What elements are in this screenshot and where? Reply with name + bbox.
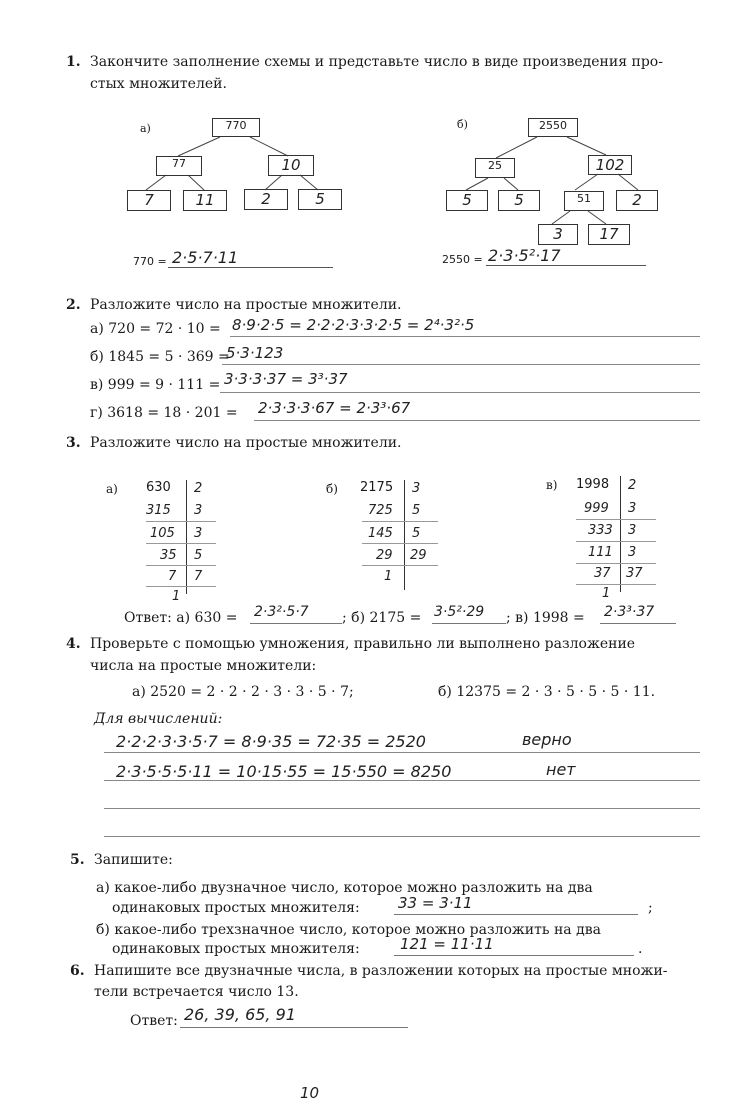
task5-number: 5. bbox=[70, 852, 85, 868]
task5-b-end: . bbox=[638, 941, 643, 957]
task3-b-left-2[interactable]: 145 bbox=[368, 526, 393, 541]
task3-a-right-3[interactable]: 5 bbox=[194, 548, 203, 563]
task3-a-left-4[interactable]: 7 bbox=[168, 569, 177, 584]
task3-a-right-2[interactable]: 3 bbox=[194, 526, 203, 541]
task3-b-rule bbox=[362, 543, 438, 544]
task3-answer-c[interactable]: 2·3³·37 bbox=[604, 604, 655, 620]
tree-b-leaf-2[interactable]: 2 bbox=[616, 190, 658, 211]
task3-a-rule bbox=[146, 565, 216, 566]
task3-c-left-0: 1998 bbox=[576, 477, 610, 492]
task4-calc-rule-2 bbox=[104, 780, 700, 781]
task3-b-left-4[interactable]: 1 bbox=[384, 569, 393, 584]
task5-b-line bbox=[394, 955, 634, 956]
task4-calc-line1[interactable]: 2·2·2·3·3·5·7 = 8·9·35 = 72·35 = 2520 bbox=[116, 732, 426, 751]
tree-a-node-10[interactable]: 10 bbox=[268, 155, 314, 176]
task3-answer-a-line bbox=[250, 623, 342, 624]
tree-b-equation-prefix: 2550 = bbox=[442, 253, 483, 266]
task3-b-divider bbox=[404, 480, 405, 590]
task5-a-line bbox=[394, 914, 638, 915]
task4-expression-a: а) 2520 = 2 · 2 · 2 · 3 · 3 · 5 · 7; bbox=[132, 684, 354, 700]
task3-a-right-1[interactable]: 3 bbox=[194, 503, 203, 518]
task3-a-left-1[interactable]: 315 bbox=[146, 503, 171, 518]
task2-row-b-printed: б) 1845 = 5 · 369 = bbox=[90, 349, 230, 365]
task4-number: 4. bbox=[66, 636, 81, 652]
tree-b-leaf-5a[interactable]: 5 bbox=[446, 190, 488, 211]
task3-c-rule bbox=[576, 584, 656, 585]
task3-answer-a[interactable]: 2·3²·5·7 bbox=[254, 604, 309, 620]
task3-b-right-1[interactable]: 5 bbox=[412, 503, 421, 518]
task3-c-left-1[interactable]: 999 bbox=[584, 501, 609, 516]
task3-b-right-2[interactable]: 5 bbox=[412, 526, 421, 541]
task3-b-left-1[interactable]: 725 bbox=[368, 503, 393, 518]
task3-a-right-0[interactable]: 2 bbox=[194, 481, 203, 496]
task3-a-label: а) bbox=[106, 482, 118, 496]
tree-a-leaf-5[interactable]: 5 bbox=[298, 189, 342, 210]
tree-b-answer-line bbox=[486, 265, 646, 266]
task3-answer-b-line bbox=[432, 623, 506, 624]
tree-b-leaf-5b[interactable]: 5 bbox=[498, 190, 540, 211]
task2-row-b-line bbox=[222, 364, 700, 365]
task5-a-line1: а) какое-либо двузначное число, которое можно разложить на два bbox=[96, 880, 593, 896]
task3-answer-c-label: ; в) 1998 = bbox=[506, 610, 585, 626]
task4-verdict2[interactable]: нет bbox=[546, 760, 576, 779]
task3-answer-b[interactable]: 3·5²·29 bbox=[434, 604, 485, 620]
task3-c-right-4[interactable]: 37 bbox=[626, 566, 643, 581]
task5-a-line2: одинаковых простых множителя: bbox=[112, 900, 360, 916]
task3-a-left-3[interactable]: 35 bbox=[160, 548, 177, 563]
tree-b-node-102[interactable]: 102 bbox=[588, 155, 632, 175]
tree-a-leaf-7[interactable]: 7 bbox=[127, 190, 171, 211]
task5-b-answer[interactable]: 121 = 11·11 bbox=[400, 935, 494, 953]
task3-c-right-2[interactable]: 3 bbox=[628, 523, 637, 538]
task6-answer-line bbox=[180, 1027, 408, 1028]
task3-a-left-0: 630 bbox=[146, 480, 171, 495]
task4-verdict1[interactable]: верно bbox=[522, 730, 572, 749]
task6-answer-label: Ответ: bbox=[130, 1013, 178, 1029]
task6-text-line1: Напишите все двузначные числа, в разложении которых на простые множи- bbox=[94, 963, 668, 979]
task1-number: 1. bbox=[66, 54, 81, 70]
task5-b-line1: б) какое-либо трехзначное число, которое можно разложить на два bbox=[96, 922, 601, 938]
page-number: 10 bbox=[300, 1084, 320, 1102]
task3-c-right-1[interactable]: 3 bbox=[628, 501, 637, 516]
task5-a-end: ; bbox=[648, 900, 653, 916]
task3-a-rule bbox=[146, 586, 216, 587]
task3-answer-c-line bbox=[600, 623, 676, 624]
task3-b-right-0[interactable]: 3 bbox=[412, 481, 421, 496]
task3-a-divider bbox=[186, 480, 187, 594]
tree-a-equation-answer[interactable]: 2·5·7·11 bbox=[172, 248, 239, 267]
task2-row-a-printed: а) 720 = 72 · 10 = bbox=[90, 321, 221, 337]
task4-text-line2: числа на простые множители: bbox=[90, 658, 317, 674]
task2-row-a-line bbox=[230, 336, 700, 337]
task2-row-c-answer[interactable]: 3·3·3·37 = 3³·37 bbox=[224, 370, 348, 388]
task2-row-a-answer[interactable]: 8·9·2·5 = 2·2·2·3·3·2·5 = 2⁴·3²·5 bbox=[232, 316, 475, 334]
tree-b-leaf-17[interactable]: 17 bbox=[588, 224, 630, 245]
task2-row-c-line bbox=[220, 392, 700, 393]
task4-calc-rule-1 bbox=[104, 752, 700, 753]
task3-c-label: в) bbox=[546, 478, 558, 492]
task2-row-c-printed: в) 999 = 9 · 111 = bbox=[90, 377, 221, 393]
task3-c-left-2[interactable]: 333 bbox=[588, 523, 613, 538]
task3-b-label: б) bbox=[326, 482, 338, 496]
tree-a-node-77: 77 bbox=[156, 156, 202, 176]
task3-b-rule bbox=[362, 521, 438, 522]
task4-calc-line2[interactable]: 2·3·5·5·5·11 = 10·15·55 = 15·550 = 8250 bbox=[116, 762, 452, 781]
task4-calc-rule-4 bbox=[104, 836, 700, 837]
task3-c-rule bbox=[576, 541, 656, 542]
task2-row-d-line bbox=[254, 420, 700, 421]
task1-text-line1: Закончите заполнение схемы и представьте число в виде произведения про- bbox=[90, 54, 663, 70]
task3-title: Разложите число на простые множители. bbox=[90, 435, 402, 451]
task3-b-left-3[interactable]: 29 bbox=[376, 548, 393, 563]
task2-row-b-answer[interactable]: 5·3·123 bbox=[226, 344, 284, 362]
tree-b-node-51: 51 bbox=[564, 191, 604, 211]
task3-answer-b-label: ; б) 2175 = bbox=[342, 610, 422, 626]
tree-a-leaf-11[interactable]: 11 bbox=[183, 190, 227, 211]
task2-title: Разложите число на простые множители. bbox=[90, 297, 402, 313]
task3-c-rule bbox=[576, 563, 656, 564]
task6-text-line2: тели встречается число 13. bbox=[94, 984, 299, 1000]
task3-c-rule bbox=[576, 519, 656, 520]
task2-row-d-answer[interactable]: 2·3·3·3·67 = 2·3³·67 bbox=[258, 399, 411, 417]
task3-answer-label: Ответ: а) 630 = bbox=[124, 610, 238, 626]
tree-a-leaf-2[interactable]: 2 bbox=[244, 189, 288, 210]
task3-c-right-3[interactable]: 3 bbox=[628, 545, 637, 560]
task3-b-right-3[interactable]: 29 bbox=[410, 548, 427, 563]
task3-a-rule bbox=[146, 521, 216, 522]
tree-b-leaf-3[interactable]: 3 bbox=[538, 224, 578, 245]
task2-row-d-printed: г) 3618 = 18 · 201 = bbox=[90, 405, 238, 421]
task3-c-left-4[interactable]: 37 bbox=[594, 566, 611, 581]
task3-c-divider bbox=[620, 476, 621, 592]
tree-a-root: 770 bbox=[212, 118, 260, 137]
task3-a-left-2[interactable]: 105 bbox=[150, 526, 175, 541]
task4-calc-label: Для вычислений: bbox=[94, 711, 223, 727]
tree-b-label: б) bbox=[457, 118, 468, 131]
task3-b-left-0: 2175 bbox=[360, 480, 394, 495]
task6-number: 6. bbox=[70, 963, 85, 979]
task3-a-rule bbox=[146, 543, 216, 544]
task2-number: 2. bbox=[66, 297, 81, 313]
tree-b-root: 2550 bbox=[528, 118, 578, 137]
task3-c-left-3[interactable]: 111 bbox=[588, 545, 613, 560]
task4-expression-b: б) 12375 = 2 · 3 · 5 · 5 · 5 · 11. bbox=[438, 684, 656, 700]
task3-a-left-5[interactable]: 1 bbox=[172, 589, 181, 604]
tree-a-equation-prefix: 770 = bbox=[133, 255, 167, 268]
task5-b-line2: одинаковых простых множителя: bbox=[112, 941, 360, 957]
task3-number: 3. bbox=[66, 435, 81, 451]
task4-text-line1: Проверьте с помощью умножения, правильно ли выполнено разложение bbox=[90, 636, 636, 652]
tree-b-node-25: 25 bbox=[475, 158, 515, 178]
tree-a-label: а) bbox=[140, 122, 151, 135]
task1-text-line2: стых множителей. bbox=[90, 76, 227, 92]
tree-b-equation-answer[interactable]: 2·3·5²·17 bbox=[488, 246, 561, 265]
task6-answer[interactable]: 26, 39, 65, 91 bbox=[184, 1005, 296, 1024]
task4-calc-rule-3 bbox=[104, 808, 700, 809]
task3-c-left-5[interactable]: 1 bbox=[602, 586, 611, 601]
task3-c-right-0[interactable]: 2 bbox=[628, 478, 637, 493]
tree-a-answer-line bbox=[168, 267, 333, 268]
task5-a-answer[interactable]: 33 = 3·11 bbox=[398, 894, 473, 912]
task5-title: Запишите: bbox=[94, 852, 173, 868]
task3-b-rule bbox=[362, 565, 438, 566]
task3-a-right-4[interactable]: 7 bbox=[194, 569, 203, 584]
